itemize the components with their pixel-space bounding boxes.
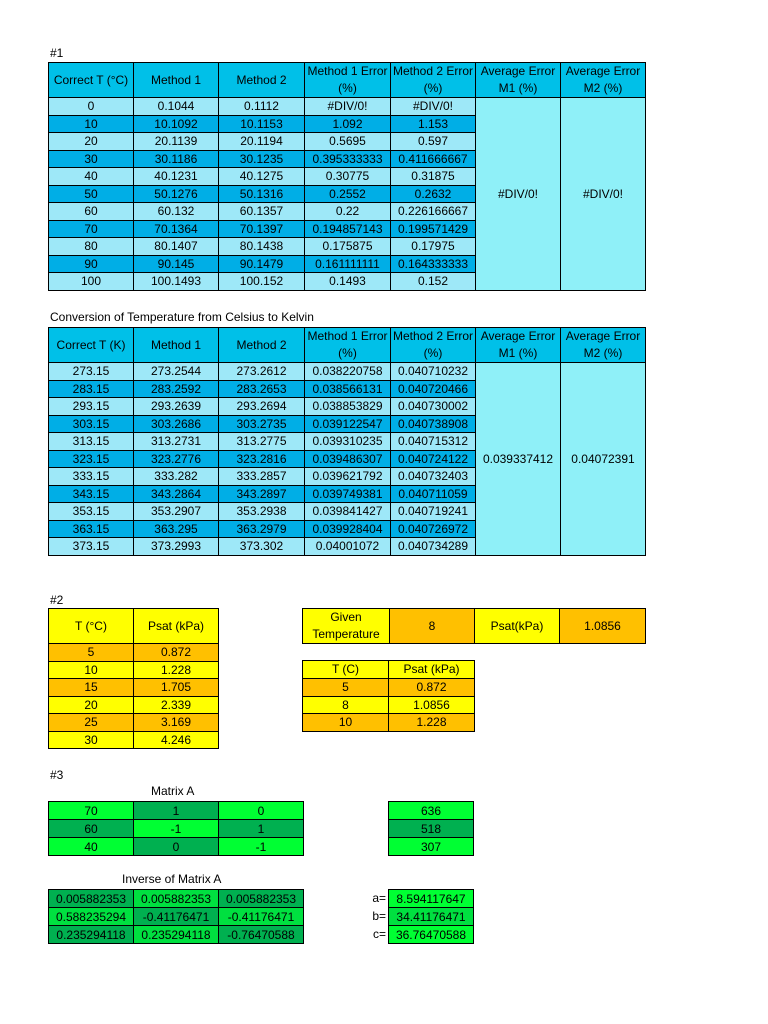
table-cell: 273.2612	[219, 363, 305, 381]
matrix-cell: 0	[134, 838, 219, 856]
table-cell: 0.411666667	[391, 150, 476, 168]
table-cell: 293.15	[49, 398, 134, 416]
solution-label: b=	[372, 909, 386, 923]
table-cell: 60.132	[134, 203, 219, 221]
vector-cell: 636	[389, 802, 474, 820]
column-header: Psat (kPa)	[134, 609, 219, 644]
table-cell: 0.199571429	[391, 220, 476, 238]
matrix-cell: 70	[49, 802, 134, 820]
inverse-matrix-title: Inverse of Matrix A	[122, 872, 222, 886]
matrix-cell: 1	[219, 820, 304, 838]
matrix-cell: -0.76470588	[219, 926, 304, 944]
table-cell: 0.039486307	[305, 450, 391, 468]
column-header: Method 2 Error (%)	[391, 63, 476, 98]
table-cell: 8	[303, 696, 389, 714]
table-cell: 60.1357	[219, 203, 305, 221]
solution-value: 36.76470588	[389, 926, 474, 944]
table-cell: 40.1275	[219, 168, 305, 186]
matrix-row	[49, 820, 304, 838]
table-cell: 90	[49, 255, 134, 273]
table-cell: #DIV/0!	[305, 98, 391, 116]
vector-cell: 518	[389, 820, 474, 838]
table-cell: 0.040720466	[391, 380, 476, 398]
table-cell: 40.1231	[134, 168, 219, 186]
table-cell: 303.15	[49, 415, 134, 433]
matrix-cell: -0.41176471	[134, 908, 219, 926]
given-temperature-row	[302, 608, 646, 644]
matrix-row	[49, 908, 304, 926]
column-header: Method 1	[134, 328, 219, 363]
table-cell: 0.040738908	[391, 415, 476, 433]
table-cell: 0.039749381	[305, 485, 391, 503]
table-cell: 10.1153	[219, 115, 305, 133]
table-cell: 3.169	[134, 714, 219, 732]
solution-vector	[388, 889, 474, 944]
table-cell: 80.1438	[219, 238, 305, 256]
table-row	[303, 679, 475, 697]
table-row	[49, 731, 219, 749]
table-cell: 25	[49, 714, 134, 732]
table-cell: 353.15	[49, 503, 134, 521]
column-header: T (C)	[303, 661, 389, 679]
table-cell: 1.153	[391, 115, 476, 133]
psat-result-label: Psat(kPa)	[475, 609, 560, 644]
column-header: Method 2 Error (%)	[391, 328, 476, 363]
table-cell: 70	[49, 220, 134, 238]
psat-table	[48, 608, 219, 749]
table-cell: 293.2694	[219, 398, 305, 416]
table-row	[49, 714, 219, 732]
section3-heading: #3	[50, 768, 64, 782]
table-cell: 50	[49, 185, 134, 203]
table-cell: 0.040711059	[391, 485, 476, 503]
kelvin-table-title: Conversion of Temperature from Celsius to Kelvin	[50, 310, 314, 324]
vector-row	[389, 802, 474, 820]
table-cell: 0.1112	[219, 98, 305, 116]
table-cell: 363.15	[49, 520, 134, 538]
column-header: Correct T (K)	[49, 328, 134, 363]
table-row	[49, 98, 646, 116]
table-cell: 0.04001072	[305, 538, 391, 556]
table-cell: 80.1407	[134, 238, 219, 256]
table-cell: 323.2816	[219, 450, 305, 468]
table-cell: 0.040719241	[391, 503, 476, 521]
table-cell: 0.30775	[305, 168, 391, 186]
matrix-a-title: Matrix A	[151, 784, 195, 798]
matrix-cell: 0.588235294	[49, 908, 134, 926]
table-cell: 0.2552	[305, 185, 391, 203]
solution-row	[389, 926, 474, 944]
table-row	[49, 679, 219, 697]
table-cell: 0.194857143	[305, 220, 391, 238]
table-cell: 50.1316	[219, 185, 305, 203]
column-header: Average Error M1 (%)	[476, 63, 561, 98]
matrix-cell: 1	[134, 802, 219, 820]
vector-row	[389, 838, 474, 856]
matrix-cell: 0.235294118	[49, 926, 134, 944]
table-cell: 50.1276	[134, 185, 219, 203]
table-cell: 0.597	[391, 133, 476, 151]
table-cell: 30.1186	[134, 150, 219, 168]
table-cell: 90.145	[134, 255, 219, 273]
table-cell: 0.22	[305, 203, 391, 221]
table-cell: 0.164333333	[391, 255, 476, 273]
table-cell: 0.2632	[391, 185, 476, 203]
table-cell: 343.2897	[219, 485, 305, 503]
matrix-row	[49, 926, 304, 944]
table-cell: 20.1139	[134, 133, 219, 151]
table-cell: 283.2653	[219, 380, 305, 398]
table-cell: #DIV/0!	[391, 98, 476, 116]
table-cell: 273.2544	[134, 363, 219, 381]
solution-label: a=	[372, 891, 386, 905]
table-cell: 0.038853829	[305, 398, 391, 416]
table-row	[49, 644, 219, 662]
matrix-a	[48, 801, 304, 856]
table-cell: 313.2775	[219, 433, 305, 451]
table-cell: 0.040724122	[391, 450, 476, 468]
table-cell: 283.15	[49, 380, 134, 398]
matrix-cell: -1	[219, 838, 304, 856]
matrix-row	[49, 890, 304, 908]
table-row	[303, 696, 475, 714]
table-cell: 20.1194	[219, 133, 305, 151]
average-error-m1: 0.039337412	[476, 363, 561, 556]
given-temperature-label: Given Temperature	[303, 609, 390, 644]
table-row	[49, 363, 646, 381]
table-cell: 1.705	[134, 679, 219, 697]
table-cell: 5	[49, 644, 134, 662]
celsius-error-table	[48, 62, 646, 291]
table-cell: 0.040726972	[391, 520, 476, 538]
solution-row	[389, 908, 474, 926]
table-cell: 273.15	[49, 363, 134, 381]
table-cell: 80	[49, 238, 134, 256]
table-cell: 313.15	[49, 433, 134, 451]
table-cell: 353.2938	[219, 503, 305, 521]
table-cell: 343.15	[49, 485, 134, 503]
table-cell: 0.040732403	[391, 468, 476, 486]
column-header: T (°C)	[49, 609, 134, 644]
table-cell: 20	[49, 133, 134, 151]
table-cell: 343.2864	[134, 485, 219, 503]
matrix-cell: 40	[49, 838, 134, 856]
table-cell: 323.15	[49, 450, 134, 468]
table-cell: 0.161111111	[305, 255, 391, 273]
table-cell: 0.872	[389, 679, 475, 697]
column-header: Method 1 Error (%)	[305, 328, 391, 363]
average-error-m2: #DIV/0!	[561, 98, 646, 291]
solution-value: 8.594117647	[389, 890, 474, 908]
table-cell: 0.040710232	[391, 363, 476, 381]
table-cell: 20	[49, 696, 134, 714]
table-cell: 0.038566131	[305, 380, 391, 398]
table-cell: 363.295	[134, 520, 219, 538]
vector-row	[389, 820, 474, 838]
table-cell: 10	[303, 714, 389, 732]
vector-cell: 307	[389, 838, 474, 856]
matrix-cell: 0	[219, 802, 304, 820]
matrix-cell: 0.005882353	[49, 890, 134, 908]
table-cell: 353.2907	[134, 503, 219, 521]
table-cell: 0.226166667	[391, 203, 476, 221]
section1-heading: #1	[50, 46, 64, 60]
table-cell: 283.2592	[134, 380, 219, 398]
matrix-cell: 0.005882353	[134, 890, 219, 908]
table-cell: 323.2776	[134, 450, 219, 468]
psat-result-value: 1.0856	[560, 609, 646, 644]
table-cell: 1.228	[134, 661, 219, 679]
matrix-cell: 0.005882353	[219, 890, 304, 908]
table-row	[49, 696, 219, 714]
solution-row	[389, 890, 474, 908]
kelvin-error-table	[48, 327, 646, 556]
table-cell: 0.1493	[305, 273, 391, 291]
b-vector	[388, 801, 474, 856]
table-row	[49, 661, 219, 679]
table-cell: 1.0856	[389, 696, 475, 714]
table-cell: 60	[49, 203, 134, 221]
table-cell: 40	[49, 168, 134, 186]
table-cell: 30	[49, 731, 134, 749]
table-cell: 100	[49, 273, 134, 291]
table-cell: 0.1044	[134, 98, 219, 116]
table-cell: 0.039928404	[305, 520, 391, 538]
table-cell: 303.2686	[134, 415, 219, 433]
table-cell: 0.31875	[391, 168, 476, 186]
column-header: Average Error M2 (%)	[561, 63, 646, 98]
average-error-m1: #DIV/0!	[476, 98, 561, 291]
table-cell: 30	[49, 150, 134, 168]
matrix-row	[49, 802, 304, 820]
table-cell: 0.039310235	[305, 433, 391, 451]
matrix-cell: 60	[49, 820, 134, 838]
solution-label: c=	[372, 927, 386, 941]
table-cell: 0.5695	[305, 133, 391, 151]
table-cell: 2.339	[134, 696, 219, 714]
column-header: Method 1	[134, 63, 219, 98]
average-error-m2: 0.04072391	[561, 363, 646, 556]
table-cell: 333.282	[134, 468, 219, 486]
table-cell: 15	[49, 679, 134, 697]
matrix-row	[49, 838, 304, 856]
table-cell: 10.1092	[134, 115, 219, 133]
table-cell: 0.038220758	[305, 363, 391, 381]
table-cell: 293.2639	[134, 398, 219, 416]
column-header: Average Error M2 (%)	[561, 328, 646, 363]
table-cell: 0.17975	[391, 238, 476, 256]
table-cell: 0.872	[134, 644, 219, 662]
table-cell: 1.228	[389, 714, 475, 732]
column-header: Psat (kPa)	[389, 661, 475, 679]
table-cell: 0.395333333	[305, 150, 391, 168]
table-cell: 5	[303, 679, 389, 697]
solution-value: 34.41176471	[389, 908, 474, 926]
interpolation-table	[302, 660, 475, 732]
table-cell: 4.246	[134, 731, 219, 749]
table-cell: 30.1235	[219, 150, 305, 168]
table-cell: 0.040734289	[391, 538, 476, 556]
table-cell: 0.039621792	[305, 468, 391, 486]
table-cell: 363.2979	[219, 520, 305, 538]
given-temperature-value: 8	[390, 609, 475, 644]
table-cell: 70.1364	[134, 220, 219, 238]
column-header: Average Error M1 (%)	[476, 328, 561, 363]
inverse-matrix	[48, 889, 304, 944]
table-cell: 10	[49, 661, 134, 679]
table-cell: 90.1479	[219, 255, 305, 273]
matrix-cell: 0.235294118	[134, 926, 219, 944]
table-cell: 0.040730002	[391, 398, 476, 416]
table-cell: 100.152	[219, 273, 305, 291]
table-cell: 333.15	[49, 468, 134, 486]
table-cell: 0.039841427	[305, 503, 391, 521]
table-cell: 0.040715312	[391, 433, 476, 451]
table-cell: 313.2731	[134, 433, 219, 451]
column-header: Method 2	[219, 63, 305, 98]
matrix-cell: -0.41176471	[219, 908, 304, 926]
table-cell: 0.175875	[305, 238, 391, 256]
table-cell: 333.2857	[219, 468, 305, 486]
column-header: Correct T (°C)	[49, 63, 134, 98]
section2-heading: #2	[50, 593, 64, 607]
table-cell: 0.039122547	[305, 415, 391, 433]
column-header: Method 1 Error (%)	[305, 63, 391, 98]
table-cell: 10	[49, 115, 134, 133]
table-cell: 373.15	[49, 538, 134, 556]
table-cell: 70.1397	[219, 220, 305, 238]
table-row	[303, 714, 475, 732]
table-cell: 100.1493	[134, 273, 219, 291]
table-cell: 0.152	[391, 273, 476, 291]
matrix-cell: -1	[134, 820, 219, 838]
table-cell: 0	[49, 98, 134, 116]
table-cell: 303.2735	[219, 415, 305, 433]
table-cell: 373.302	[219, 538, 305, 556]
table-cell: 373.2993	[134, 538, 219, 556]
table-cell: 1.092	[305, 115, 391, 133]
column-header: Method 2	[219, 328, 305, 363]
